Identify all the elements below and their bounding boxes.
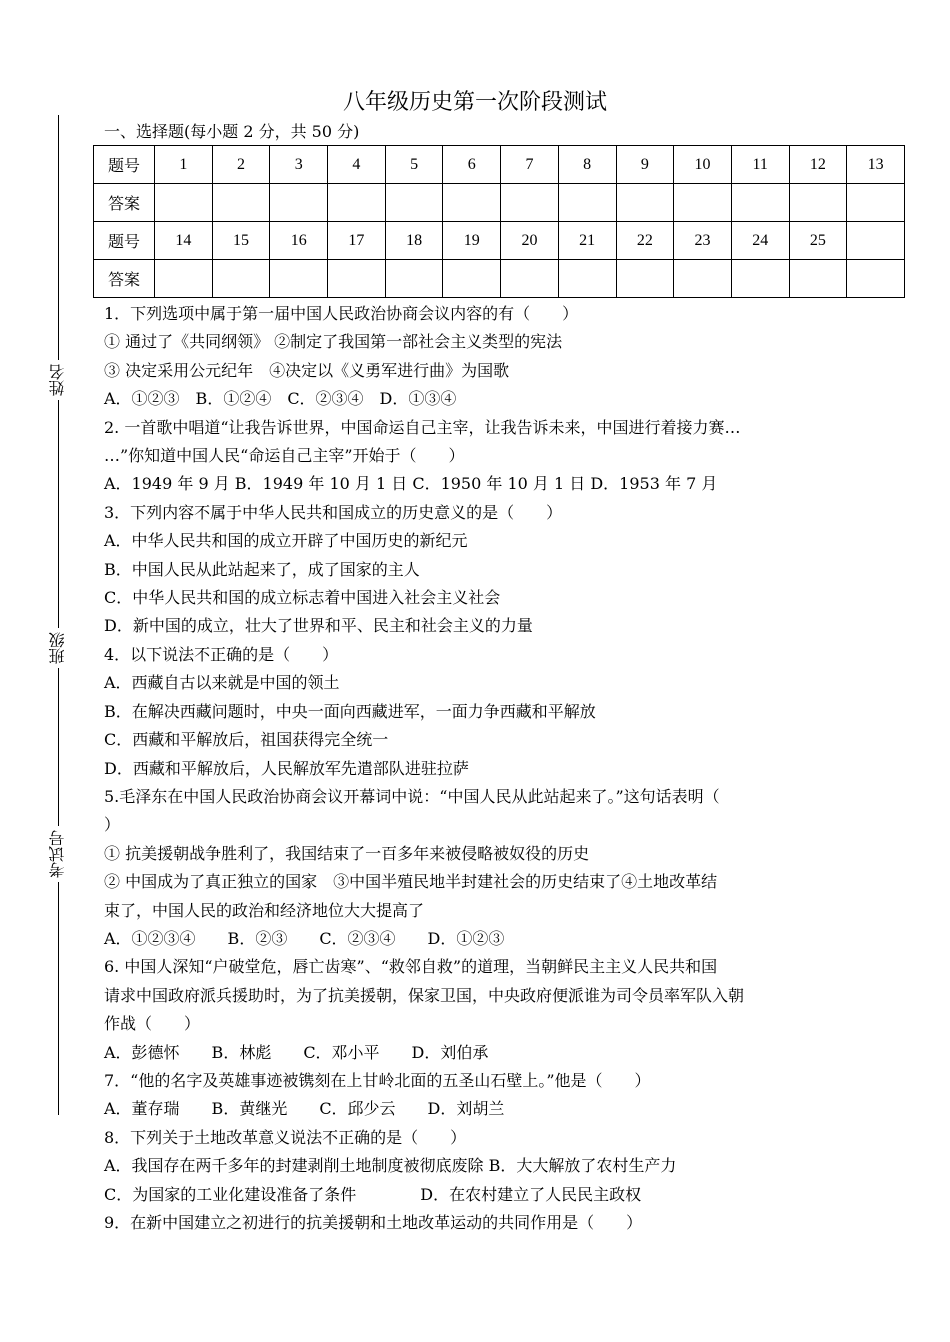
question-text: …”你知道中国人民“命运自己主宰”开始于（ ）	[104, 446, 465, 466]
choice-line: C．西藏和平解放后，祖国获得完全统一	[104, 730, 389, 750]
answer-cell[interactable]	[847, 184, 905, 222]
question-number	[847, 222, 905, 260]
binding-line	[58, 115, 59, 1115]
answer-cell[interactable]	[731, 260, 789, 298]
question-number: 15	[212, 222, 270, 260]
option-text: ① 通过了《共同纲领》 ②制定了我国第一部社会主义类型的宪法	[104, 332, 563, 352]
choice-line: A．中华人民共和国的成立开辟了中国历史的新纪元	[104, 531, 468, 551]
choice-line: A．1949 年 9 月 B．1949 年 10 月 1 日 C．1950 年 10 月 1 日 D．1953 年 7 月	[104, 474, 718, 494]
section-heading: 一、选择题(每小题 2 分，共 50 分)	[104, 122, 360, 141]
question-number: 8	[558, 146, 616, 184]
class-field-label: 班级	[50, 628, 66, 668]
answer-cell[interactable]	[385, 260, 443, 298]
question-number: 3	[270, 146, 328, 184]
question-text: 9．在新中国建立之初进行的抗美援朝和土地改革运动的共同作用是（ ）	[104, 1213, 643, 1232]
question-number: 10	[674, 146, 732, 184]
choice-line: B．在解决西藏问题时，中央一面向西藏进军，一面力争西藏和平解放	[104, 701, 596, 721]
question-text: 5.毛泽东在中国人民政治协商会议开幕词中说：“中国人民从此站起来了。”这句话表明（	[104, 786, 720, 806]
answer-cell[interactable]	[212, 260, 270, 298]
question-text: 作战（ ）	[104, 1014, 201, 1034]
table-row	[94, 260, 905, 298]
answer-cell[interactable]	[443, 260, 501, 298]
choice-line: A．董存瑞 B．黄继光 C．邱少云 D．刘胡兰	[104, 1099, 505, 1119]
question-number: 4	[328, 146, 386, 184]
table-row	[94, 146, 905, 184]
answer-cell[interactable]	[501, 260, 559, 298]
choice-line: A．①②③ B．①②④ C．②③④ D．①③④	[104, 389, 457, 409]
answer-cell[interactable]	[558, 184, 616, 222]
question-number: 12	[789, 146, 847, 184]
question-number: 25	[789, 222, 847, 260]
questions-body	[104, 300, 856, 1237]
question-number: 22	[616, 222, 674, 260]
question-text: 8．下列关于土地改革意义说法不正确的是（ ）	[104, 1127, 467, 1147]
answer-cell[interactable]	[674, 184, 732, 222]
choice-line: C．为国家的工业化建设准备了条件 D．在农村建立了人民民主政权	[104, 1184, 642, 1204]
answer-cell[interactable]	[731, 184, 789, 222]
table-row	[94, 222, 905, 260]
question-text: 2. 一首歌中唱道“让我告诉世界，中国命运自己主宰，让我告诉未来，中国进行着接力赛…	[104, 417, 741, 437]
choice-line: A．我国存在两千多年的封建剥削土地制度被彻底废除 B．大大解放了农村生产力	[104, 1156, 677, 1176]
question-number: 23	[674, 222, 732, 260]
option-text: ③ 决定采用公元纪年 ④决定以《义勇军进行曲》为国歌	[104, 360, 510, 380]
answer-cell[interactable]	[616, 260, 674, 298]
question-number: 17	[328, 222, 386, 260]
answer-cell[interactable]	[385, 184, 443, 222]
question-text: ）	[104, 815, 121, 835]
question-number: 11	[731, 146, 789, 184]
choice-line: D．西藏和平解放后，人民解放军先遣部队进驻拉萨	[104, 758, 469, 778]
choice-line: C．中华人民共和国的成立标志着中国进入社会主义社会	[104, 588, 501, 608]
question-number: 1	[155, 146, 213, 184]
question-text: 1．下列选项中属于第一届中国人民政治协商会议内容的有（ ）	[104, 304, 579, 323]
question-number: 13	[847, 146, 905, 184]
question-number: 24	[731, 222, 789, 260]
exam-number-field-label: 考试号	[50, 826, 66, 882]
row-label: 题号	[94, 146, 155, 184]
question-text: 7．“他的名字及英雄事迹被镌刻在上甘岭北面的五圣山石壁上。”他是（ ）	[104, 1070, 651, 1090]
answer-cell[interactable]	[328, 260, 386, 298]
answer-cell[interactable]	[155, 184, 213, 222]
answer-cell[interactable]	[328, 184, 386, 222]
question-number: 6	[443, 146, 501, 184]
option-text: ② 中国成为了真正独立的国家 ③中国半殖民地半封建社会的历史结束了④土地改革结	[104, 872, 718, 892]
answer-cell[interactable]	[558, 260, 616, 298]
question-number: 16	[270, 222, 328, 260]
choice-line: B．中国人民从此站起来了，成了国家的主人	[104, 559, 420, 579]
question-number: 2	[212, 146, 270, 184]
answer-cell[interactable]	[789, 184, 847, 222]
choice-line: A．①②③④ B．②③ C．②③④ D．①②③	[104, 928, 505, 948]
question-text: 6. 中国人深知“户破堂危，唇亡齿寒”、“救邻自救”的道理，当朝鲜民主主义人民共和国	[104, 957, 718, 977]
question-number: 5	[385, 146, 443, 184]
choice-line: A．彭德怀 B．林彪 C．邓小平 D．刘伯承	[104, 1042, 489, 1062]
choice-line: A．西藏自古以来就是中国的领土	[104, 673, 340, 693]
answer-cell[interactable]	[674, 260, 732, 298]
row-label: 答案	[94, 184, 155, 222]
row-label: 答案	[94, 260, 155, 298]
answer-cell[interactable]	[789, 260, 847, 298]
table-row	[94, 184, 905, 222]
answer-cell[interactable]	[155, 260, 213, 298]
question-number: 7	[501, 146, 559, 184]
row-label: 题号	[94, 222, 155, 260]
answer-cell[interactable]	[616, 184, 674, 222]
question-number: 18	[385, 222, 443, 260]
question-number: 20	[501, 222, 559, 260]
option-text: 束了，中国人民的政治和经济地位大大提高了	[104, 900, 425, 920]
question-number: 21	[558, 222, 616, 260]
answer-table	[93, 145, 905, 298]
answer-cell[interactable]	[270, 260, 328, 298]
question-number: 9	[616, 146, 674, 184]
question-number: 19	[443, 222, 501, 260]
option-text: ① 抗美援朝战争胜利了，我国结束了一百多年来被侵略被奴役的历史	[104, 843, 590, 863]
question-number: 14	[155, 222, 213, 260]
question-text: 4．以下说法不正确的是（ ）	[104, 644, 339, 664]
question-text: 3．下列内容不属于中华人民共和国成立的历史意义的是（ ）	[104, 502, 563, 522]
answer-cell[interactable]	[270, 184, 328, 222]
answer-cell[interactable]	[443, 184, 501, 222]
question-text: 请求中国政府派兵援助时，为了抗美援朝，保家卫国，中央政府便派谁为司令员率军队入朝	[104, 985, 745, 1005]
answer-cell[interactable]	[847, 260, 905, 298]
choice-line: D．新中国的成立，壮大了世界和平、民主和社会主义的力量	[104, 616, 533, 636]
page-title: 八年级历史第一次阶段测试	[342, 90, 607, 115]
name-field-label: 姓名	[50, 360, 66, 400]
answer-cell[interactable]	[212, 184, 270, 222]
answer-cell[interactable]	[501, 184, 559, 222]
